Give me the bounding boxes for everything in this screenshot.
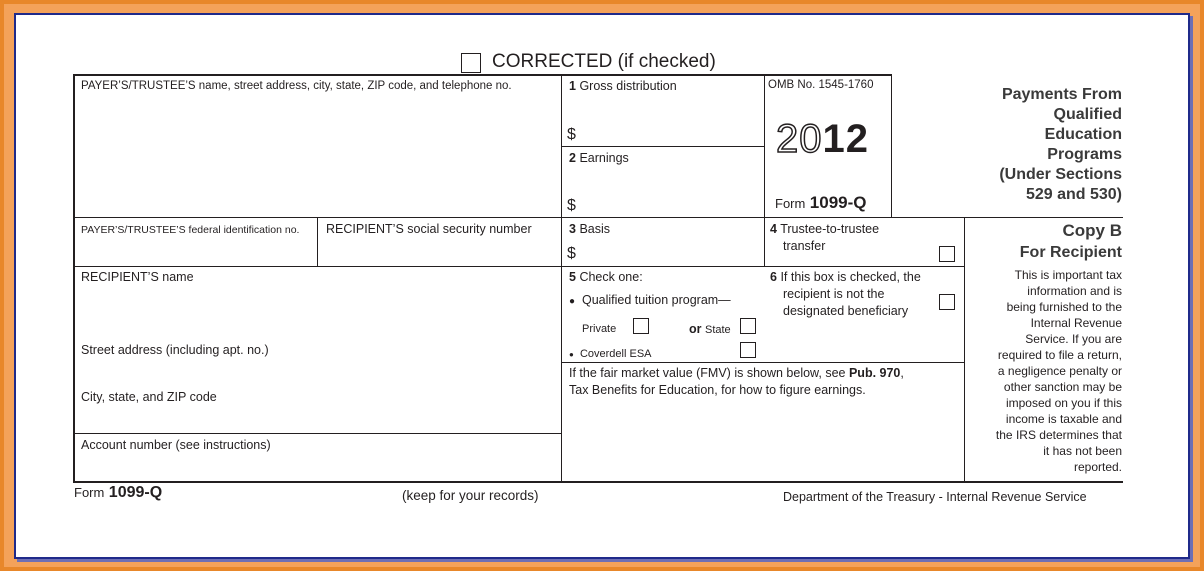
box6-line2: recipient is not the bbox=[783, 287, 885, 301]
street-address-field[interactable] bbox=[81, 360, 557, 386]
line-row2 bbox=[73, 217, 1123, 218]
fmv-note-line2: Tax Benefits for Education, for how to figure earnings. bbox=[569, 383, 866, 397]
fmv-note-line1: If the fair market value (FMV) is shown below, see Pub. 970, bbox=[569, 366, 904, 380]
payer-fed-id-field[interactable] bbox=[81, 240, 311, 264]
box5-label: 5 Check one: bbox=[569, 270, 643, 284]
box6-checkbox[interactable] bbox=[939, 294, 955, 310]
account-number-label: Account number (see instructions) bbox=[81, 438, 271, 452]
left-border bbox=[73, 74, 75, 482]
omb-number: OMB No. 1545-1760 bbox=[768, 79, 874, 91]
street-address-label: Street address (including apt. no.) bbox=[81, 343, 269, 357]
box2-amount-field[interactable] bbox=[580, 195, 760, 215]
box4-label: 4 Trustee-to-trustee bbox=[770, 222, 880, 236]
account-number-field[interactable] bbox=[81, 455, 557, 479]
form-id-top: Form 1099-Q bbox=[775, 193, 867, 212]
payer-name-label: PAYER’S/TRUSTEE’S name, street address, city, state, ZIP code, and telephone no. bbox=[81, 80, 512, 92]
divider-payer-boxes bbox=[561, 74, 562, 482]
line-fmv bbox=[561, 362, 964, 363]
box3-amount-field[interactable] bbox=[580, 243, 760, 263]
box6-label: 6 If this box is checked, the bbox=[770, 270, 921, 284]
line-box1-box2 bbox=[561, 146, 764, 147]
box1-dollar: $ bbox=[567, 126, 576, 143]
box2-dollar: $ bbox=[567, 197, 576, 214]
payer-fed-id-label: PAYER’S/TRUSTEE’S federal identification no. bbox=[81, 224, 300, 236]
box1-amount-field[interactable] bbox=[580, 124, 760, 144]
box2-label: 2 Earnings bbox=[569, 151, 629, 165]
corrected-checkbox[interactable] bbox=[461, 53, 481, 73]
box4-label-line2: transfer bbox=[783, 239, 826, 253]
recipient-name-label: RECIPIENT’S name bbox=[81, 270, 194, 284]
state-checkbox[interactable] bbox=[740, 318, 756, 334]
keep-records-note: (keep for your records) bbox=[402, 488, 539, 503]
box1-label: 1 Gross distribution bbox=[569, 79, 677, 93]
fmv-field[interactable] bbox=[569, 402, 959, 478]
box5-state-label: or State bbox=[689, 322, 731, 336]
line-account bbox=[73, 433, 561, 434]
recipient-ssn-label: RECIPIENT’S social security number bbox=[326, 222, 532, 236]
city-state-zip-field[interactable] bbox=[81, 407, 557, 431]
recipient-ssn-field[interactable] bbox=[326, 240, 556, 264]
box6-line3: designated beneficiary bbox=[783, 304, 909, 318]
divider-fedid-ssn bbox=[317, 217, 318, 267]
copy-b-title: Copy B bbox=[1062, 221, 1122, 240]
divider-omb-right bbox=[891, 74, 892, 218]
box5-coverdell-label: ● Coverdell ESA bbox=[569, 348, 652, 360]
divider-boxes-omb bbox=[764, 74, 765, 267]
coverdell-checkbox[interactable] bbox=[740, 342, 756, 358]
box4-checkbox[interactable] bbox=[939, 246, 955, 262]
form-id-bottom: Form 1099-Q bbox=[74, 484, 163, 501]
corrected-label: CORRECTED (if checked) bbox=[492, 51, 716, 72]
box3-label: 3 Basis bbox=[569, 222, 611, 236]
top-border bbox=[73, 74, 891, 76]
city-state-zip-label: City, state, and ZIP code bbox=[81, 390, 217, 404]
box5-private-label: Private bbox=[582, 323, 617, 335]
department-footer: Department of the Treasury - Internal Revenue Service bbox=[783, 490, 1087, 504]
payer-name-field[interactable] bbox=[81, 94, 557, 214]
form-title: Payments From Qualified Education Programs (Under Sections 529 and 530) bbox=[999, 86, 1122, 203]
divider-copyb bbox=[964, 217, 965, 482]
box5-qtp-label: ● Qualified tuition program— bbox=[569, 293, 731, 307]
for-recipient-title: For Recipient bbox=[1019, 244, 1122, 261]
tax-year: 2012 bbox=[776, 117, 869, 161]
box3-dollar: $ bbox=[567, 245, 576, 262]
recipient-notice: This is important tax information and is being furnished to the Internal Revenue Service. If you are required to file a return, a negligence penalty or other sanction may be imposed on you if this income is taxable and the IRS determines that it has not been reported. bbox=[995, 268, 1122, 474]
line-row3 bbox=[73, 266, 964, 267]
bottom-border bbox=[73, 481, 1123, 483]
private-checkbox[interactable] bbox=[633, 318, 649, 334]
recipient-name-field[interactable] bbox=[81, 288, 557, 328]
